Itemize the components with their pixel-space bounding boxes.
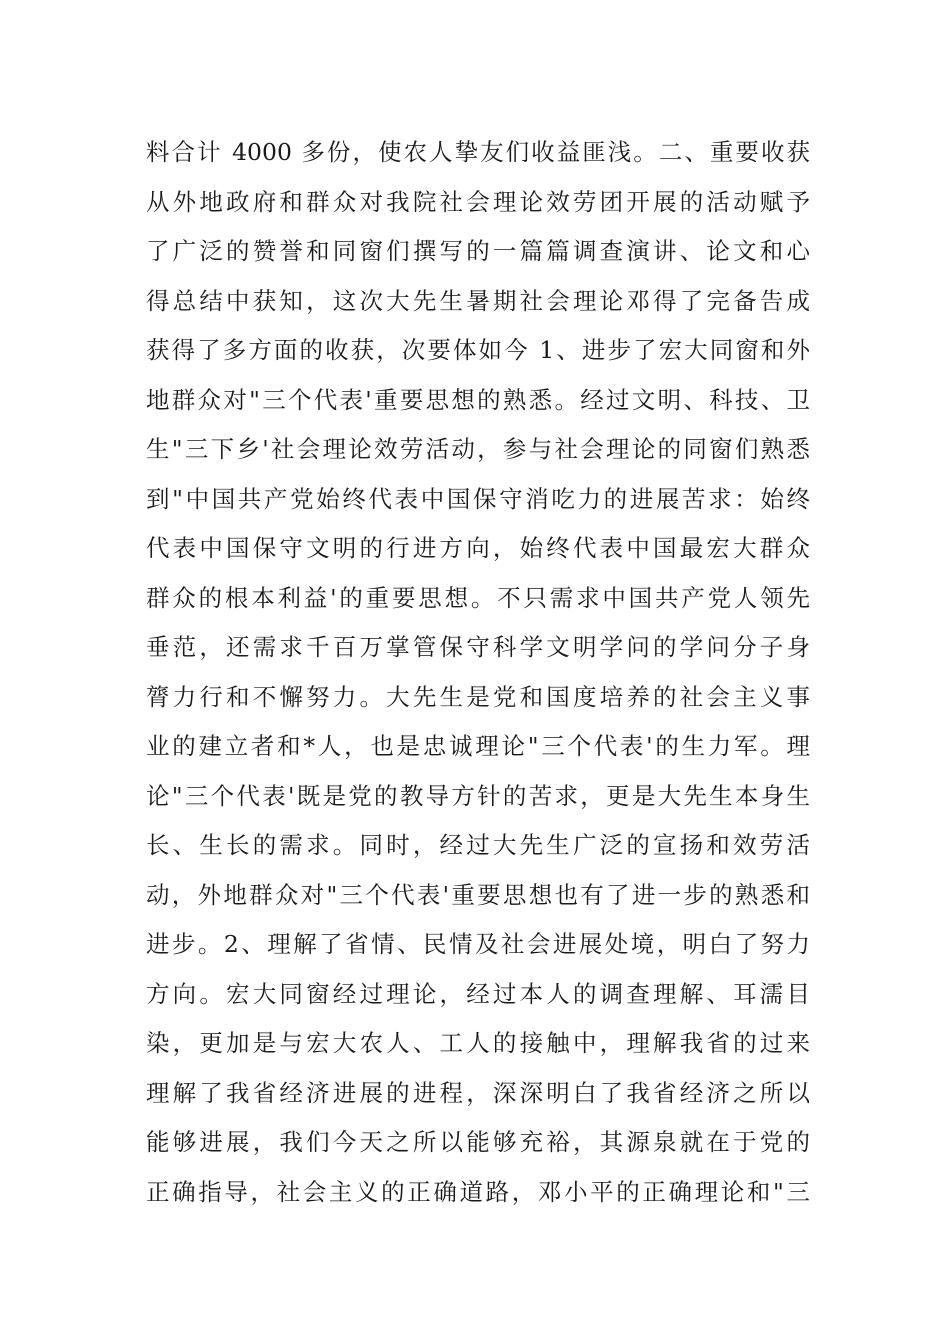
text-line: 论"三个代表'既是党的教导方针的苦求，更是大先生本身生 — [146, 781, 810, 810]
text-line: 群众的根本利益'的重要思想。不只需求中国共产党人领先 — [146, 583, 810, 612]
text-line: 进步。2、理解了省情、民情及社会进展处境，明白了努力 — [146, 930, 810, 958]
text-line: 膂力行和不懈努力。大先生是党和国度培养的社会主义事 — [146, 682, 810, 711]
text-line: 动，外地群众对"三个代表'重要思想也有了进一步的熟悉和 — [146, 880, 810, 909]
text-line: 能够进展，我们今天之所以能够充裕，其源泉就在于党的 — [146, 1128, 810, 1156]
text-line: 从外地政府和群众对我院社会理论效劳团开展的活动赋予 — [146, 187, 810, 216]
text-line: 方向。宏大同窗经过理论，经过本人的调查理解、耳濡目 — [146, 979, 810, 1008]
text-line: 地群众对"三个代表'重要思想的熟悉。经过文明、科技、卫 — [146, 385, 810, 414]
text-line: 理解了我省经济进展的进程，深深明白了我省经济之所以 — [146, 1078, 810, 1107]
body-text — [146, 128, 810, 1217]
text-line: 染，更加是与宏大农人、工人的接触中，理解我省的过来 — [146, 1029, 810, 1057]
text-line: 业的建立者和*人，也是忠诚理论"三个代表'的生力军。理 — [146, 732, 810, 760]
text-line: 长、生长的需求。同时，经过大先生广泛的宣扬和效劳活 — [146, 831, 810, 859]
text-line: 垂范，还需求千百万掌管保守科学文明学问的学问分子身 — [146, 633, 810, 661]
text-line: 获得了多方面的收获，次要体如今 1、进步了宏大同窗和外 — [146, 336, 810, 364]
text-line: 料合计 4000 多份，使农人挚友们收益匪浅。二、重要收获 — [146, 138, 810, 166]
text-line: 得总结中获知，这次大先生暑期社会理论邓得了完备告成 — [146, 286, 810, 315]
text-line: 到"中国共产党始终代表中国保守消吃力的进展苦求：始终 — [146, 484, 810, 513]
text-line: 了广泛的赞誉和同窗们撰写的一篇篇调查演讲、论文和心 — [146, 237, 810, 265]
text-line: 正确指导，社会主义的正确道路，邓小平的正确理论和"三 — [146, 1177, 810, 1206]
text-line: 代表中国保守文明的行进方向，始终代表中国最宏大群众 — [146, 534, 810, 562]
text-line: 生"三下乡'社会理论效劳活动，参与社会理论的同窗们熟悉 — [146, 435, 810, 463]
